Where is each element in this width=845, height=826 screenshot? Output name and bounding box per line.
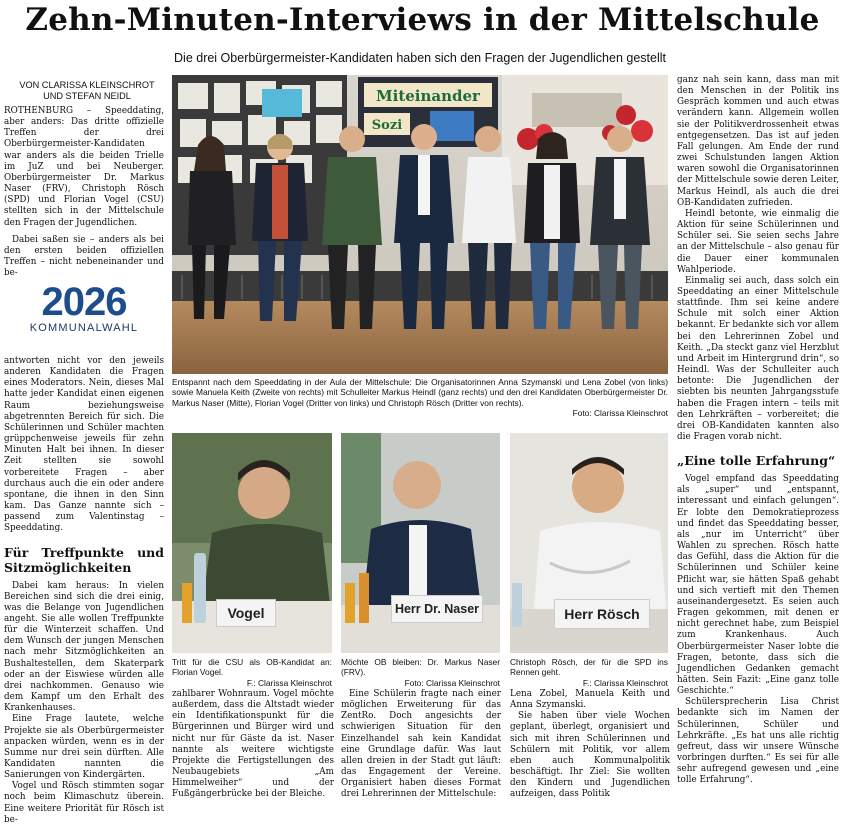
vogel-credit: F.: Clarissa Kleinschrot [246,677,332,688]
main-photo-credit: Foto: Clarissa Kleinschrot [572,408,668,419]
paragraph-col2: zahlbarer Wohnraum. Vogel möchte außerdem, dass die Altstadt wieder ein Identifikationspunkt für die Bürgerinnen und Bürger wird und nicht nur für Gäste da ist. Naser nannte als weitere wichtigste Projekte die Fertigstellungen des Neubaugebiets „Am Himmelweiher“ und der Fußgängerbrücke bei der Bleiche. [172,689,334,800]
paragraph-col5-2: Heindl betonte, wie einmalig die Aktion für seine Schülerinnen und Schüler sei. Sie seien sechs Jahre an der Mittelschule – also genau für die Dauer einer kommunalen Wahlperiode. [677,208,839,275]
paragraph-col4-1: Lena Zobel, Manuela Keith und Anna Szymanski. [510,689,670,711]
paragraph-col5-1: ganz nah sein kann, dass man mit den Menschen in der Politik ins Gespräch kommen und auch etwas verändern kann. Allgemein wollen sie der Politikverdrossenheit etwas entgegensetzen. Das ist auf jeden Fall gelungen. Am Ende der rund zwei Schulstunden langen Aktion waren sowohl die Organisatorinnen der Mittelschule sowie deren Leiter, Markus Heindl, als auch die drei OB-Kandidaten zufrieden. [677,75,839,208]
column-1-bottom [4,356,164,826]
main-photo-caption-text: Entspannt nach dem Speeddating in der Aula der Mittelschule: Die Organisatorinnen Anna Szymanski und Lena Zobel (von links) sowie Manuela Keith (Zweite von rechts) mit Schulleiter Markus Heindl (ganz rechts) und den drei Kandidaten Oberbürgermeister Dr. Markus Naser (Mitte), Florian Vogel (Dritter von links) und Christoph Rösch (Dritter von rechts). [172,377,668,408]
article-headline: Zehn-Minuten-Interviews in der Mittelschule [25,2,820,38]
vogel-caption [172,657,332,688]
photo-vogel [172,433,332,653]
logo-year: 2026 [41,280,127,324]
paragraph-intro: ROTHENBURG – Speeddating, aber anders: Das dritte offizielle Treffen der drei Oberbürgermeister-Kandidaten war anders als die beiden Trielle im JuZ und bei Neuberger. Oberbürgermeister Dr. Markus Naser (FRV), Christoph Rösch (SPD) und Florian Vogel (CSU) stellten sich in der Mittelschule den Fragen der Jugendlichen. [4,106,164,228]
article-subheadline: Die drei Oberbürgermeister-Kandidaten haben sich den Fragen der Jugendlichen gestellt [174,51,666,65]
main-photo-group [172,75,668,374]
naser-caption-text: Möchte OB bleiben: Dr. Markus Naser (FRV). [341,657,500,678]
subheading-erfahrung: „Eine tolle Erfahrung“ [677,453,836,469]
paragraph-col5-5: Schülersprecherin Lisa Christ bedankte sich im Namen der Schülerinnen, Schüler und Lehrkräfte. „Es hat uns alle richtig gefreut, dass wir unsere Wünsche vorbringen durften.“ Es sei für alle sehr aufregend gewesen und „eine tolle Erfahrung“. [677,697,839,786]
group-photo-image [172,75,668,374]
naser-caption [341,657,500,688]
roesch-caption-text: Christoph Rösch, der für die SPD ins Rennen geht. [510,657,668,678]
paragraph-4: Dabei kam heraus: In vielen Bereichen sind sich die drei einig, was die Belange von Jugendlichen angeht. Sie alle wollen Treffpunkte für die Winterzeit schaffen. Und dem Wunsch der jungen Menschen nach mehr Sitzmöglichkeiten an Bushaltestellen, dem Skaterpark oder an der Eiswiese würden alle drei nachkommen. Genauso wie dem Kampf um den Erhalt des Krankenhauses. [4,580,164,714]
kommunalwahl-logo [28,282,140,338]
column-2-bottom [172,689,334,801]
paragraph-col4-2: Sie haben über viele Wochen geplant, überlegt, organisiert und sich mit ihren Schülerinnen und Schülern mit Politik, vor allem eben auch Kommunalpolitik beschäftigt. Ihr Ziel: Sie wollten den Kindern und Jugendlichen aufzeigen, dass Politik [510,711,670,800]
column-5 [677,75,839,787]
column-4-bottom [510,689,670,801]
byline [4,80,170,102]
paragraph-col3: Eine Schülerin fragte nach einer möglichen Erweiterung für das ZentRo. Doch angesichts der schwierigen Situation für den Einzelhandel sah kein Kandidat eine Grundlage dafür. Was laut allen dreien in der Stadt gut läuft: das Engagement der Vereine. Organisiert haben dieses Format drei Lehrerinnen der Mittelschule: [341,689,501,800]
vogel-caption-text: Tritt für die CSU als OB-Kandidat an: Florian Vogel. [172,657,332,678]
column-3-bottom [341,689,501,801]
subheading-treffpunkte: Für Treffpunkte und Sitzmöglichkeiten [4,544,164,575]
main-photo-caption [172,377,668,419]
nameplate-roesch: Herr Rösch [554,599,650,629]
paragraph-6: Vogel und Rösch stimmten sogar noch beim Klimaschutz überein. Eine weitere Priorität für Rösch ist be- [4,781,164,825]
byline-line-1: VON CLARISSA KLEINSCHROT [19,80,155,90]
logo-label: KOMMUNALWAHL [29,322,139,334]
naser-credit: Foto: Clarissa Kleinschrot [404,677,500,688]
nameplate-naser: Herr Dr. Naser [391,595,483,623]
nameplate-vogel: Vogel [216,599,276,627]
column-1-top [4,106,164,279]
paragraph-2: Dabei saßen sie – anders als bei den ersten beiden offiziellen Treffen – nicht nebeneinander und be- [4,234,164,279]
paragraph-3: antworten nicht vor den jeweils anderen Kandidaten die Fragen eines Moderators. Nein, dieses Mal hatte jeder Kandidat einen eigenen Raum beziehungsweise abgetrennten Bereich für sich. Die Schülerinnen und Schüler machten grüppchenweise jeweils für zehn Minuten Halt bei ihnen. In dieser Zeit stellten sie sowohl vorbereitete Fragen – aber durchaus auch die ein oder andere spontane, die ihnen in den Sinn kam. Das Ganze nannte sich – passend zum Valentinstag – Speeddating. [4,356,164,534]
roesch-credit: F.: Clarissa Kleinschrot [582,677,668,688]
banner-text: Miteinander [376,87,480,105]
paragraph-col5-4: Vogel empfand das Speeddating als „super“ und „entspannt, interessant und einfach gelungen“. Er lobte den Demokratieprozess und findet das Speeddating besser, als „nur im Unterricht“ über Wahlen zu sprechen. Rösch hatte das Gefühl, dass die Aktion für die Schülerinnen und Schüler keine Pflicht war, sie hätten Spaß gehabt und sich vertieft mit den Themen auseinandergesetzt. Es seien auch Fragen gekommen, mit denen er nicht gerechnet habe, zum Beispiel zum Krankenhaus. Auch Oberbürgermeister Naser lobte die Fragen, betonte, dass sich die Jugendlichen Gedanken gemacht hätten. Sein Fazit: „Eine ganz tolle Geschichte.“ [677,474,839,697]
banner-text-2: Sozi [371,118,403,133]
roesch-caption [510,657,668,688]
paragraph-col5-3: Einmalig sei auch, dass solch ein Speeddating an einer Mittelschule stattfinde. Ihm sei keine andere Schule mit solch einer Aktion bekannt. Er bedankte sich vor allem bei den Lehrerinnen Zobel und Keith. „Da steckt ganz viel Herzblut und Arbeit im Hintergrund drin“, so Heindl. Was der Schulleiter auch betonte: Die Jugendlichen der siebten bis neunten Jahrgangsstufe haben die Fragen intern – teils mit den Lehrkräften – vorbereitet; die drei OB-Kandidaten kannten also die Fragen vorab nicht. [677,275,839,442]
byline-line-2: UND STEFAN NEIDL [43,91,131,101]
photo-roesch [510,433,668,653]
photo-naser [341,433,500,653]
paragraph-5: Eine Frage lautete, welche Projekte sie als Oberbürgermeister anpacken würden, wenn es in der Summe nur drei sein dürften. Alle Kandidaten nannten die Sanierungen von Kindergärten. [4,714,164,781]
